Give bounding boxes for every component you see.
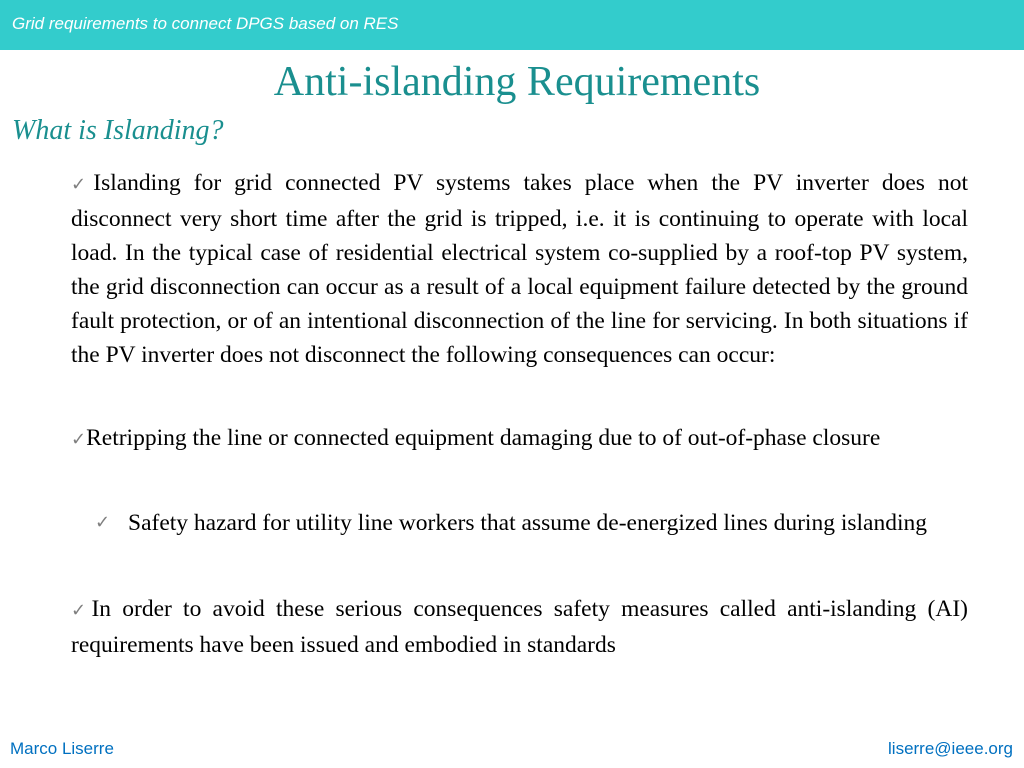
bullet-text-4: In order to avoid these serious consequences safety measures called anti-islanding (AI) requirements have been issued and embodied in standards xyxy=(71,596,968,658)
bullet-paragraph-3 xyxy=(128,506,968,540)
footer-email: liserre@ieee.org xyxy=(888,739,1013,758)
checkmark-icon: ✓ xyxy=(71,600,92,621)
bullet-text-1: Islanding for grid connected PV systems takes place when the PV inverter does not disconnect very short time after the grid is tripped, i.e. it is continuing to operate with local load. In the typical case of residential electrical system co-supplied by a roof-top PV system, the grid disconnection can occur as a result of a local equipment failure detected by the ground fault protection, or of an intentional disconnection of the line for servicing. In both situations if the PV inverter does not disconnect the following consequences can occur: xyxy=(71,170,968,368)
header-title: Grid requirements to connect DPGS based on RES xyxy=(12,14,399,33)
bullet-paragraph-2 xyxy=(71,421,968,457)
footer-author: Marco Liserre xyxy=(10,739,114,758)
bullet-paragraph-1 xyxy=(71,166,968,372)
bullet-text-2: Retripping the line or connected equipment damaging due to of out-of-phase closure xyxy=(86,425,881,451)
slide-title: Anti-islanding Requirements xyxy=(273,59,761,105)
checkmark-icon: ✓ xyxy=(95,512,111,533)
checkmark-icon: ✓ xyxy=(71,174,94,195)
slide-subtitle: What is Islanding? xyxy=(12,115,224,146)
header-bar xyxy=(0,0,1024,50)
checkmark-icon: ✓ xyxy=(71,429,87,450)
bullet-paragraph-4 xyxy=(71,592,968,662)
bullet-text-3: Safety hazard for utility line workers that assume de-energized lines during islanding xyxy=(128,510,927,536)
